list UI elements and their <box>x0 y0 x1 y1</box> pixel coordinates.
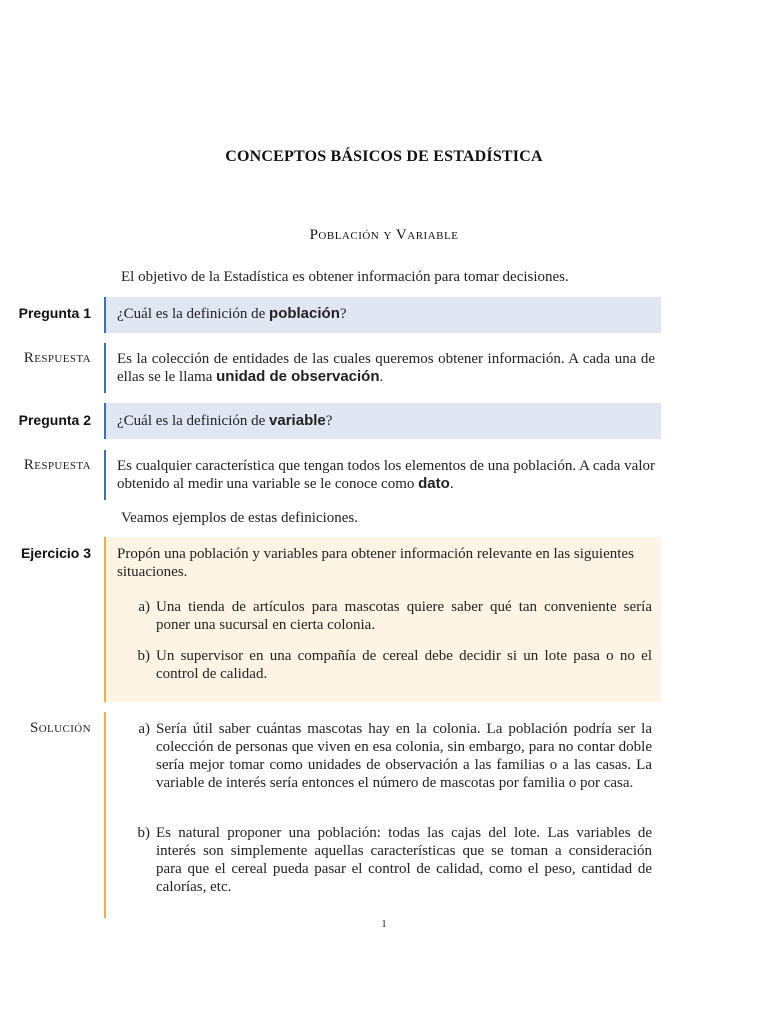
question-1-label: Pregunta 1 <box>18 305 91 321</box>
page-number: 1 <box>381 918 387 930</box>
solution-label: Solución <box>29 720 91 736</box>
answer-2-keyword: dato <box>418 475 450 492</box>
exercise-3-item-a: Una tienda de artículos para mascotas quiere saber qué tan conveniente sería poner una sucursal en cierta colonia. <box>156 599 652 633</box>
solution-item-b-mark: b) <box>137 825 150 841</box>
solution-item-a-mark: a) <box>138 721 150 737</box>
question-2-bar <box>104 403 106 439</box>
question-2-text: ¿Cuál es la definición de variable? <box>117 412 333 429</box>
solution-item-b: Es natural proponer una población: todas las cajas del lote. Las variables de interés son simplemente aquellas características que se toman a consideración para que el cereal pueda pasar el control de calidad, como el peso, cantidad de calorías, etc. <box>156 825 652 895</box>
answer-2-label: Respuesta <box>23 457 91 473</box>
exercise-3-prompt: Propón una población y variables para obtener información relevante en las siguientes situaciones. <box>117 546 634 580</box>
answer-1-bar <box>104 343 106 393</box>
section-title: Población y Variable <box>309 227 459 243</box>
answer-1-text: Es la colección de entidades de las cuales queremos obtener información. A cada una de ellas se le llama unidad de observación. <box>117 351 655 385</box>
exercise-3-item-b-mark: b) <box>137 648 150 664</box>
solution-bar <box>104 712 106 918</box>
document-title: CONCEPTOS BÁSICOS DE ESTADÍSTICA <box>225 148 543 165</box>
answer-1-keyword: unidad de observación <box>216 368 380 385</box>
exercise-3-item-b: Un supervisor en una compañía de cereal debe decidir si un lote pasa o no el control de calidad. <box>156 648 652 682</box>
exercise-3-bar <box>104 537 106 702</box>
intro-paragraph: El objetivo de la Estadística es obtener información para tomar decisiones. <box>121 269 569 285</box>
answer-2-text: Es cualquier característica que tengan todos los elementos de una población. A cada valor obtenido al medir una variable se le conoce como dato. <box>117 458 655 492</box>
solution-item-a: Sería útil saber cuántas mascotas hay en la colonia. La población podría ser la colección de personas que viven en esa colonia, sin embargo, para no contar doble sería mejor tomar como unidades de observación a las familias o a las casas. La variable de interés sería entonces el número de mascotas por familia o por casa. <box>156 721 652 791</box>
question-2-label: Pregunta 2 <box>18 412 91 428</box>
exercise-3-label: Ejercicio 3 <box>20 545 91 561</box>
exercise-3-item-a-mark: a) <box>138 599 150 615</box>
question-1-text: ¿Cuál es la definición de población? <box>117 305 347 322</box>
answer-1-label: Respuesta <box>23 350 91 366</box>
question-2-keyword: variable <box>269 412 326 429</box>
transition-paragraph: Veamos ejemplos de estas definiciones. <box>121 510 359 526</box>
question-1-keyword: población <box>269 305 340 322</box>
question-1-bar <box>104 297 106 333</box>
answer-2-bar <box>104 450 106 500</box>
